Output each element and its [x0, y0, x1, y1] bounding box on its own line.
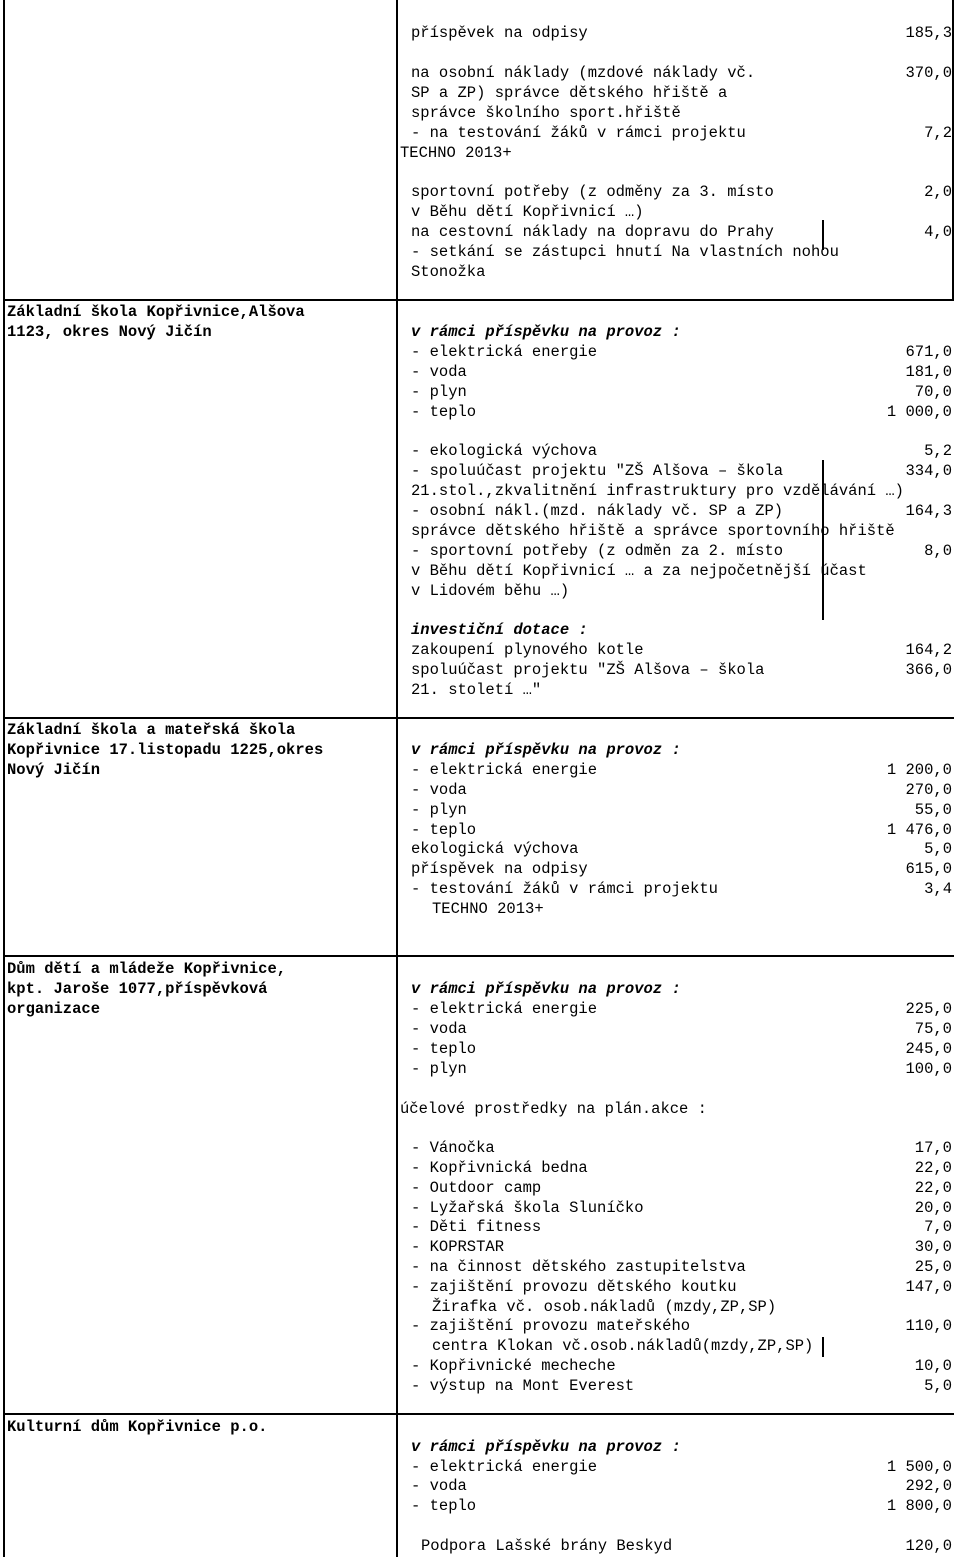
item-value: 30,0: [914, 1238, 952, 1256]
item-label: - testování žáků v rámci projektu: [411, 880, 718, 898]
organization-name: organizace: [7, 1000, 101, 1018]
value-divider: [822, 1337, 824, 1357]
section-heading: účelové prostředky na plán.akce :: [400, 1100, 707, 1118]
item-label: - plyn: [411, 801, 467, 819]
item-label: - osobní nákl.(mzd. náklady vč. SP a ZP): [411, 502, 784, 520]
item-value: 366,0: [905, 661, 952, 679]
row-separator: [3, 955, 954, 957]
row-separator: [3, 1413, 954, 1415]
item-label: správce školního sport.hřiště: [411, 104, 681, 122]
item-label: - elektrická energie: [411, 343, 598, 361]
item-label: zakoupení plynového kotle: [411, 641, 644, 659]
column-divider: [396, 0, 398, 1557]
item-label: Stonožka: [411, 263, 486, 281]
item-value: 7,2: [924, 124, 952, 142]
item-value: 370,0: [905, 64, 952, 82]
item-label: 21.stol.,zkvalitnění infrastruktury pro vzdělávání …): [411, 482, 904, 500]
item-label: v Běhu dětí Kopřivnicí … a za nejpočetnější účast: [411, 562, 867, 580]
organization-name: Kulturní dům Kopřivnice p.o.: [7, 1418, 268, 1436]
item-label: TECHNO 2013+: [432, 900, 544, 918]
item-label: - na činnost dětského zastupitelstva: [411, 1258, 746, 1276]
item-value: 70,0: [914, 383, 952, 401]
item-value: 1 500,0: [886, 1458, 952, 1476]
item-label: - plyn: [411, 383, 467, 401]
item-value: 164,2: [905, 641, 952, 659]
item-label: - sportovní potřeby (z odměn za 2. místo: [411, 542, 784, 560]
organization-name: Dům dětí a mládeže Kopřivnice,: [7, 960, 287, 978]
table-border-left: [3, 0, 5, 1557]
item-value: 22,0: [914, 1179, 952, 1197]
item-label: - teplo: [411, 1040, 477, 1058]
item-label: - KOPRSTAR: [411, 1238, 505, 1256]
item-value: 1 476,0: [886, 821, 952, 839]
organization-name: Nový Jičín: [7, 761, 101, 779]
section-heading: investiční dotace :: [411, 621, 588, 639]
item-label: příspěvek na odpisy: [411, 860, 588, 878]
item-label: - elektrická energie: [411, 761, 598, 779]
organization-name: Základní škola Kopřivnice,Alšova: [7, 303, 305, 321]
item-label: - teplo: [411, 1497, 477, 1515]
item-label: - zajištění provozu dětského koutku: [411, 1278, 737, 1296]
item-value: 5,0: [924, 1377, 952, 1395]
organization-name: Kopřivnice 17.listopadu 1225,okres: [7, 741, 324, 759]
item-value: 110,0: [905, 1317, 952, 1335]
item-value: 120,0: [905, 1537, 952, 1555]
item-label: - teplo: [411, 821, 477, 839]
organization-name: Základní škola a mateřská škola: [7, 721, 296, 739]
item-value: 181,0: [905, 363, 952, 381]
item-value: 8,0: [924, 542, 952, 560]
item-label: - elektrická energie: [411, 1000, 598, 1018]
item-value: 2,0: [924, 183, 952, 201]
item-label: - setkání se zástupci hnutí Na vlastních nohou: [411, 243, 839, 261]
organization-name: 1123, okres Nový Jičín: [7, 323, 212, 341]
item-label: - na testování žáků v rámci projektu: [411, 124, 746, 142]
item-value: 292,0: [905, 1477, 952, 1495]
item-value: 22,0: [914, 1159, 952, 1177]
section-heading: v rámci příspěvku na provoz :: [411, 980, 681, 998]
item-value: 1 800,0: [886, 1497, 952, 1515]
item-label: - Kopřivnické mecheche: [411, 1357, 616, 1375]
item-label: správce dětského hřiště a správce sportovního hřiště: [411, 522, 895, 540]
item-value: 147,0: [905, 1278, 952, 1296]
item-value: 3,4: [924, 880, 952, 898]
item-label: ekologická výchova: [411, 840, 579, 858]
item-label: SP a ZP) správce dětského hřiště a: [411, 84, 728, 102]
item-label: 21. století …": [411, 681, 542, 699]
section-heading: v rámci příspěvku na provoz :: [411, 741, 681, 759]
row-separator: [3, 299, 954, 301]
section-heading: v rámci příspěvku na provoz :: [411, 1438, 681, 1456]
item-label: - voda: [411, 1020, 467, 1038]
item-label: centra Klokan vč.osob.nákladů(mzdy,ZP,SP): [432, 1337, 814, 1355]
item-label: - Lyžařská škola Sluníčko: [411, 1199, 644, 1217]
item-label: spoluúčast projektu "ZŠ Alšova – škola: [411, 661, 765, 679]
item-label: sportovní potřeby (z odměny za 3. místo: [411, 183, 774, 201]
item-label: - Kopřivnická bedna: [411, 1159, 588, 1177]
item-value: 4,0: [924, 223, 952, 241]
item-label: - ekologická výchova: [411, 442, 598, 460]
item-label: - elektrická energie: [411, 1458, 598, 1476]
item-label: - zajištění provozu mateřského: [411, 1317, 691, 1335]
item-value: 334,0: [905, 462, 952, 480]
item-label: - plyn: [411, 1060, 467, 1078]
item-label: - Děti fitness: [411, 1218, 542, 1236]
item-value: 25,0: [914, 1258, 952, 1276]
item-value: 164,3: [905, 502, 952, 520]
item-label: v Lidovém běhu …): [411, 582, 570, 600]
item-value: 5,2: [924, 442, 952, 460]
item-value: 10,0: [914, 1357, 952, 1375]
item-label: - Vánočka: [411, 1139, 495, 1157]
item-value: 671,0: [905, 343, 952, 361]
item-value: 225,0: [905, 1000, 952, 1018]
item-value: 1 200,0: [886, 761, 952, 779]
item-value: 75,0: [914, 1020, 952, 1038]
item-label: v Běhu dětí Kopřivnicí …): [411, 203, 644, 221]
item-label: Žirafka vč. osob.nákladů (mzdy,ZP,SP): [432, 1298, 777, 1316]
item-label: - spoluúčast projektu "ZŠ Alšova – škola: [411, 462, 784, 480]
item-value: 100,0: [905, 1060, 952, 1078]
organization-name: kpt. Jaroše 1077,příspěvková: [7, 980, 268, 998]
item-value: 17,0: [914, 1139, 952, 1157]
item-value: 7,0: [924, 1218, 952, 1236]
item-label: TECHNO 2013+: [400, 144, 512, 162]
item-value: 615,0: [905, 860, 952, 878]
item-label: Podpora Lašské brány Beskyd: [421, 1537, 673, 1555]
item-value: 20,0: [914, 1199, 952, 1217]
item-label: příspěvek na odpisy: [411, 24, 588, 42]
item-label: na cestovní náklady na dopravu do Prahy: [411, 223, 774, 241]
item-value: 245,0: [905, 1040, 952, 1058]
section-heading: v rámci příspěvku na provoz :: [411, 323, 681, 341]
row-separator: [3, 717, 954, 719]
item-value: 270,0: [905, 781, 952, 799]
item-value: 1 000,0: [886, 403, 952, 421]
item-label: - teplo: [411, 403, 477, 421]
item-label: na osobní náklady (mzdové náklady vč.: [411, 64, 756, 82]
item-value: 55,0: [914, 801, 952, 819]
item-label: - voda: [411, 1477, 467, 1495]
item-value: 185,3: [905, 24, 952, 42]
table-border-right: [952, 0, 954, 300]
item-label: - voda: [411, 781, 467, 799]
item-label: - Outdoor camp: [411, 1179, 542, 1197]
item-label: - výstup na Mont Everest: [411, 1377, 635, 1395]
item-label: - voda: [411, 363, 467, 381]
item-value: 5,0: [924, 840, 952, 858]
